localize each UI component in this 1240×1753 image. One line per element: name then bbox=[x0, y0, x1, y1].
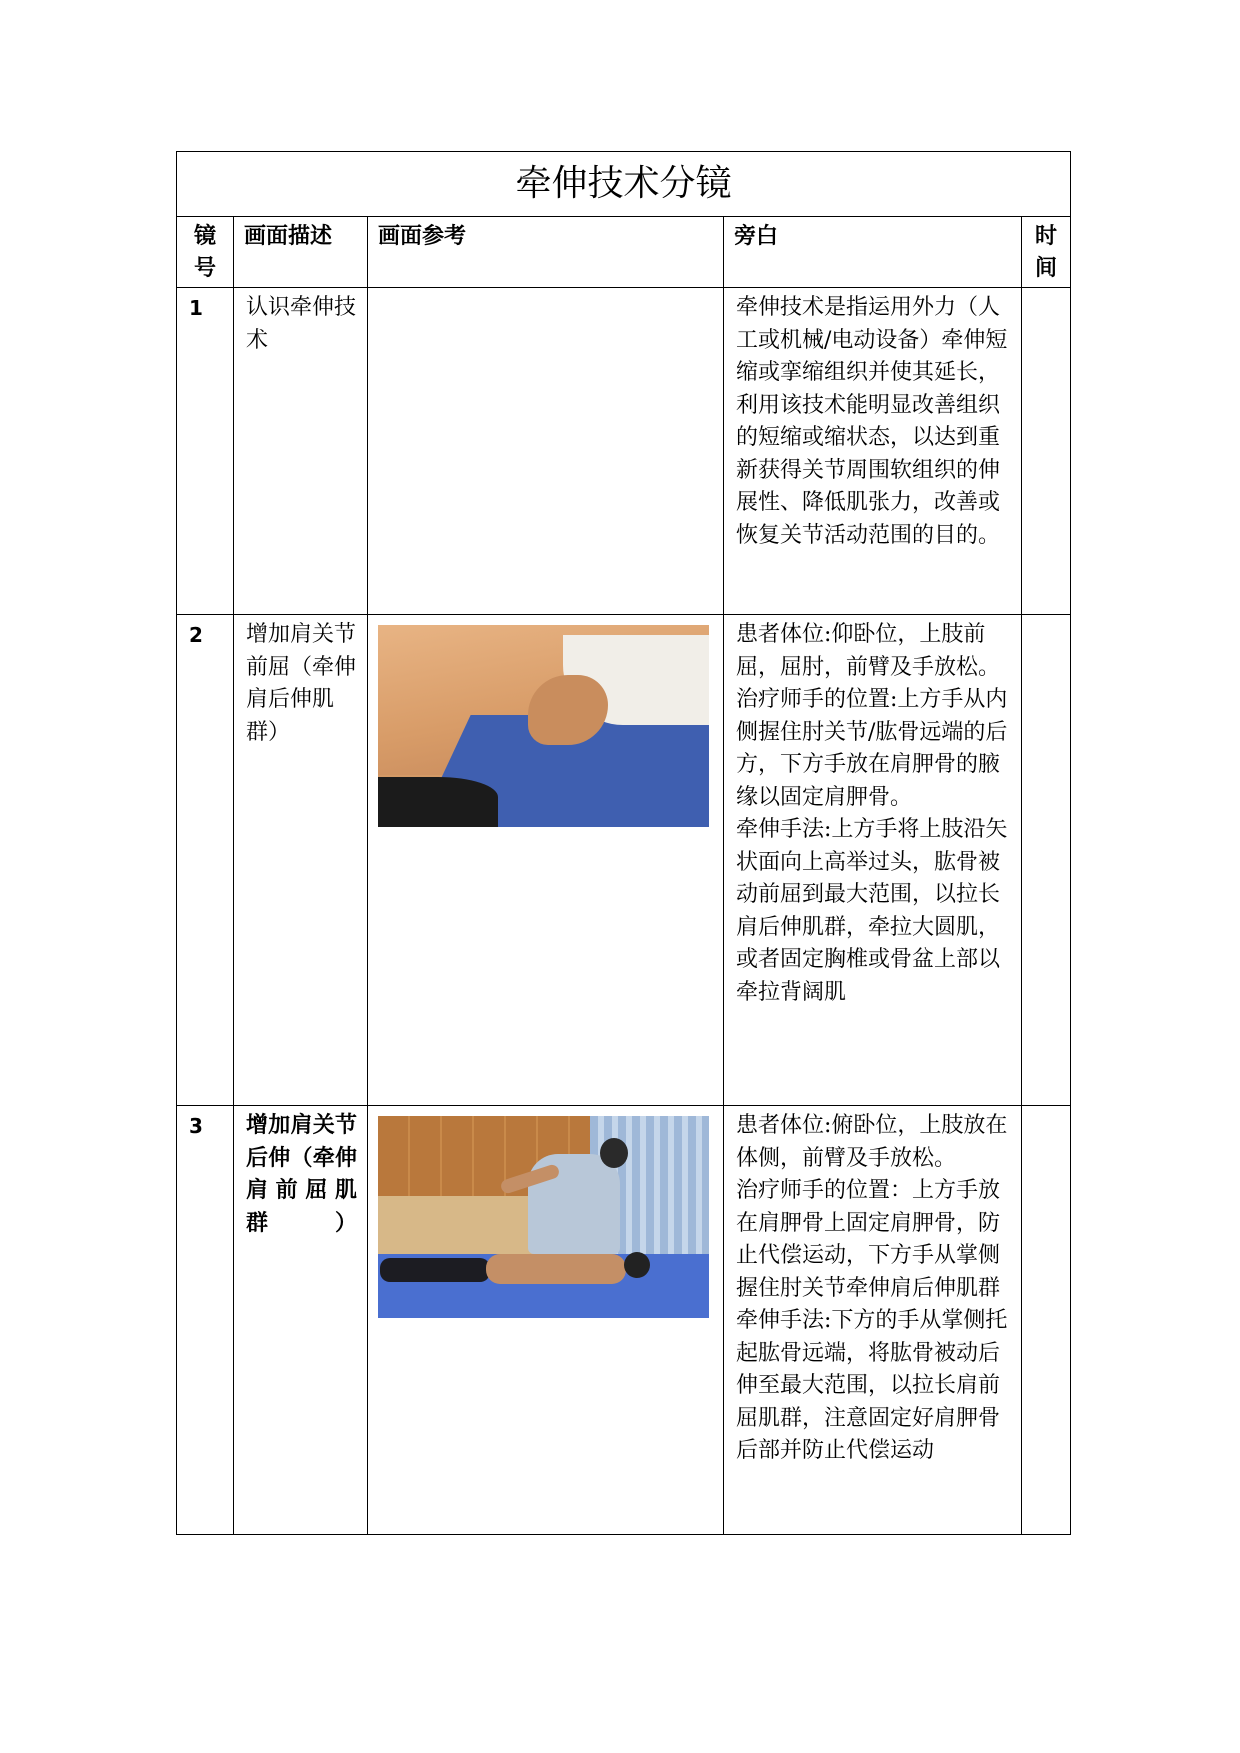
header-row bbox=[177, 217, 1071, 288]
header-narration: 旁白 bbox=[724, 217, 1022, 288]
shot-number: 1 bbox=[177, 288, 234, 615]
table-row bbox=[177, 288, 1071, 615]
shot-description: 增加肩关节后伸（牵伸肩前屈肌群） bbox=[234, 1106, 368, 1535]
narration-text: 牵伸技术是指运用外力（人工或机械/电动设备）牵伸短缩或挛缩组织并使其延长，利用该技术能明显改善组织的短缩或缩状态，以达到重新获得关节周围软组织的伸展性、降低肌张力，改善或恢复关节活动范围的目的。 bbox=[724, 288, 1022, 615]
header-description: 画面描述 bbox=[234, 217, 368, 288]
shot-description: 增加肩关节前屈（牵伸肩后伸肌群） bbox=[234, 615, 368, 1106]
storyboard-table bbox=[176, 151, 1071, 1535]
header-time: 时 间 bbox=[1022, 217, 1071, 288]
header-shot-number: 镜 号 bbox=[177, 217, 234, 288]
reference-cell bbox=[368, 615, 724, 1106]
header-reference: 画面参考 bbox=[368, 217, 724, 288]
time-cell bbox=[1022, 615, 1071, 1106]
time-cell bbox=[1022, 1106, 1071, 1535]
time-cell bbox=[1022, 288, 1071, 615]
shoulder-extension-stretch-photo bbox=[378, 1116, 709, 1318]
table-row bbox=[177, 1106, 1071, 1535]
document-title: 牵伸技术分镜 bbox=[177, 152, 1071, 217]
narration-text: 患者体位:俯卧位，上肢放在体侧，前臂及手放松。 治疗师手的位置：上方手放在肩胛骨上固定肩胛骨，防止代偿运动，下方手从掌侧握住肘关节牵伸肩后伸肌群 牵伸手法:下方的手从掌侧托起肱骨远端，将肱骨被动后伸至最大范围，以拉长肩前屈肌群，注意固定好肩胛骨后部并防止代偿运动 bbox=[724, 1106, 1022, 1535]
reference-cell-empty bbox=[368, 288, 724, 615]
table-row bbox=[177, 615, 1071, 1106]
narration-text: 患者体位:仰卧位，上肢前屈，屈肘，前臂及手放松。 治疗师手的位置:上方手从内侧握住肘关节/肱骨远端的后方，下方手放在肩胛骨的腋缘以固定肩胛骨。 牵伸手法:上方手将上肢沿矢状面向上高举过头，肱骨被动前屈到最大范围，以拉长肩后伸肌群，牵拉大圆肌，或者固定胸椎或骨盆上部以牵拉背阔肌 bbox=[724, 615, 1022, 1106]
reference-cell bbox=[368, 1106, 724, 1535]
shot-description: 认识牵伸技术 bbox=[234, 288, 368, 615]
shot-number: 3 bbox=[177, 1106, 234, 1535]
shot-number: 2 bbox=[177, 615, 234, 1106]
shoulder-flexion-stretch-photo bbox=[378, 625, 709, 827]
